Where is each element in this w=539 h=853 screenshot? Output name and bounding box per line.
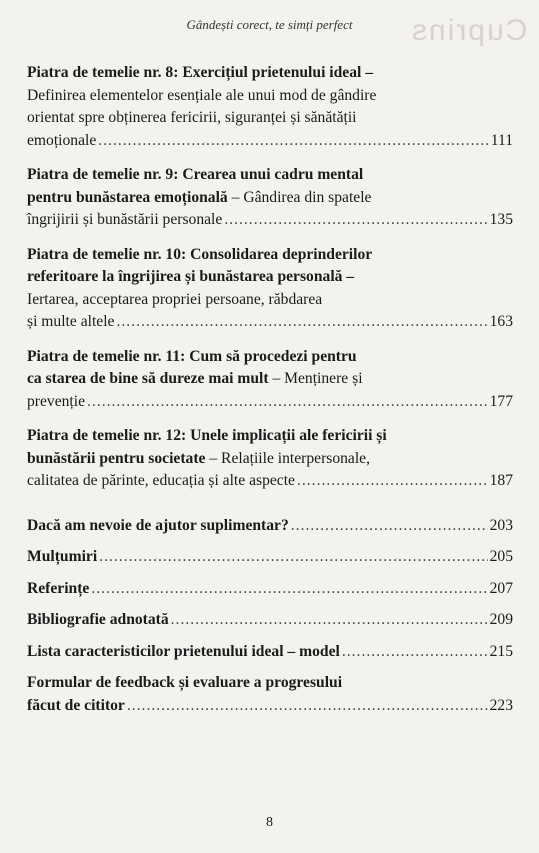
toc-entry-heading: Lista caracteristicilor prietenului ideal – model <box>27 642 340 660</box>
toc-entry-text: și multe altele <box>27 313 115 330</box>
toc-entry-text: – Gândirea din spatele <box>227 188 372 206</box>
toc-entry-text: prevenție <box>27 392 86 410</box>
toc-entry-text: calitatea de părinte, educația și alte aspecte <box>27 472 295 489</box>
toc-entry-mixed-line <box>27 448 513 471</box>
toc-entry-heading: Bibliografie adnotată <box>27 611 169 628</box>
toc-entry-references[interactable] <box>27 578 513 601</box>
toc-page-number: 177 <box>489 392 513 410</box>
dot-leader <box>87 391 488 414</box>
toc-entry-10[interactable] <box>27 244 513 334</box>
toc-leader-line <box>27 695 513 718</box>
toc-entry-text: – Menținere și <box>268 370 363 387</box>
toc-entry-ideal-friend-list[interactable] <box>27 641 513 664</box>
toc-entry-acknowledgements[interactable] <box>27 546 513 569</box>
toc-page-number: 215 <box>489 642 513 660</box>
toc-entry-text: emoționale <box>27 131 97 149</box>
toc-entry-heading: Piatra de temelie nr. 11: Cum să procedezi pentru <box>27 347 357 365</box>
toc-entry-heading: pentru bunăstarea emoțională <box>27 188 228 206</box>
toc-entry-heading: Piatra de temelie nr. 8: Exercițiul prietenului ideal – <box>27 64 374 81</box>
dot-leader <box>91 578 487 601</box>
toc-entry-9[interactable] <box>27 164 513 232</box>
toc-entry-text: orientat spre obținerea fericirii, siguranței și sănătății <box>27 109 357 126</box>
toc-leader-line <box>27 311 513 334</box>
dot-leader <box>127 695 488 718</box>
toc-page-number: 187 <box>489 472 513 489</box>
toc-page-number: 203 <box>489 516 513 534</box>
toc-entry-heading: Piatra de temelie nr. 10: Consolidarea deprinderilor <box>27 245 373 263</box>
toc-entry-heading: Formular de feedback și evaluare a progresului <box>27 674 343 691</box>
toc-entry-help[interactable] <box>27 515 513 538</box>
dot-leader <box>342 641 488 664</box>
dot-leader <box>171 609 488 632</box>
toc-entry-text: Iertarea, acceptarea propriei persoane, răbdarea <box>27 290 323 308</box>
toc-entry-text: – Relațiile interpersonale, <box>205 449 370 467</box>
dot-leader <box>116 311 487 334</box>
toc-entry-heading: Mulțumiri <box>27 548 98 565</box>
bleed-through-title: Cuprins <box>409 14 527 47</box>
table-of-contents <box>27 62 513 729</box>
toc-entry-heading: făcut de cititor <box>27 696 125 714</box>
dot-leader <box>297 470 488 493</box>
page-number: 8 <box>266 815 273 830</box>
toc-entry-heading: Piatra de temelie nr. 9: Crearea unui cadru mental <box>27 166 364 183</box>
toc-page-number: 209 <box>489 611 513 628</box>
toc-entry-11[interactable] <box>27 346 513 414</box>
toc-entry-heading: bunăstării pentru societate <box>27 449 206 467</box>
toc-entry-12[interactable] <box>27 425 513 493</box>
toc-page-number: 163 <box>489 313 513 330</box>
dot-leader <box>98 130 488 153</box>
toc-entry-mixed-line <box>27 368 513 391</box>
toc-page-number: 207 <box>489 579 513 597</box>
toc-entry-text: Definirea elementelor esențiale ale unui mod de gândire <box>27 86 377 104</box>
toc-page-number: 135 <box>489 211 513 228</box>
toc-entry-feedback-form[interactable] <box>27 672 513 717</box>
toc-entry-heading: referitoare la îngrijirea și bunăstarea personală – <box>27 268 355 285</box>
dot-leader <box>291 515 488 538</box>
toc-entry-heading: Dacă am nevoie de ajutor suplimentar? <box>27 516 289 534</box>
toc-entry-heading: Piatra de temelie nr. 12: Unele implicații ale fericirii și <box>27 427 387 444</box>
dot-leader <box>99 546 487 569</box>
dot-leader <box>224 209 487 232</box>
toc-leader-line <box>27 130 513 153</box>
toc-entry-heading: Referințe <box>27 579 90 597</box>
toc-entry-heading: ca starea de bine să dureze mai mult <box>27 370 269 387</box>
toc-entry-8[interactable] <box>27 62 513 152</box>
running-header: Gândești corect, te simți perfect <box>186 17 353 32</box>
toc-entry-text: îngrijirii și bunăstării personale <box>27 211 223 228</box>
toc-entry-bibliography[interactable] <box>27 609 513 632</box>
toc-page-number: 111 <box>490 131 513 149</box>
toc-leader-line <box>27 209 513 232</box>
toc-leader-line <box>27 391 513 414</box>
toc-leader-line <box>27 470 513 493</box>
toc-entry-mixed-line <box>27 187 513 210</box>
toc-page-number: 205 <box>489 548 513 565</box>
toc-page-number: 223 <box>489 696 513 714</box>
